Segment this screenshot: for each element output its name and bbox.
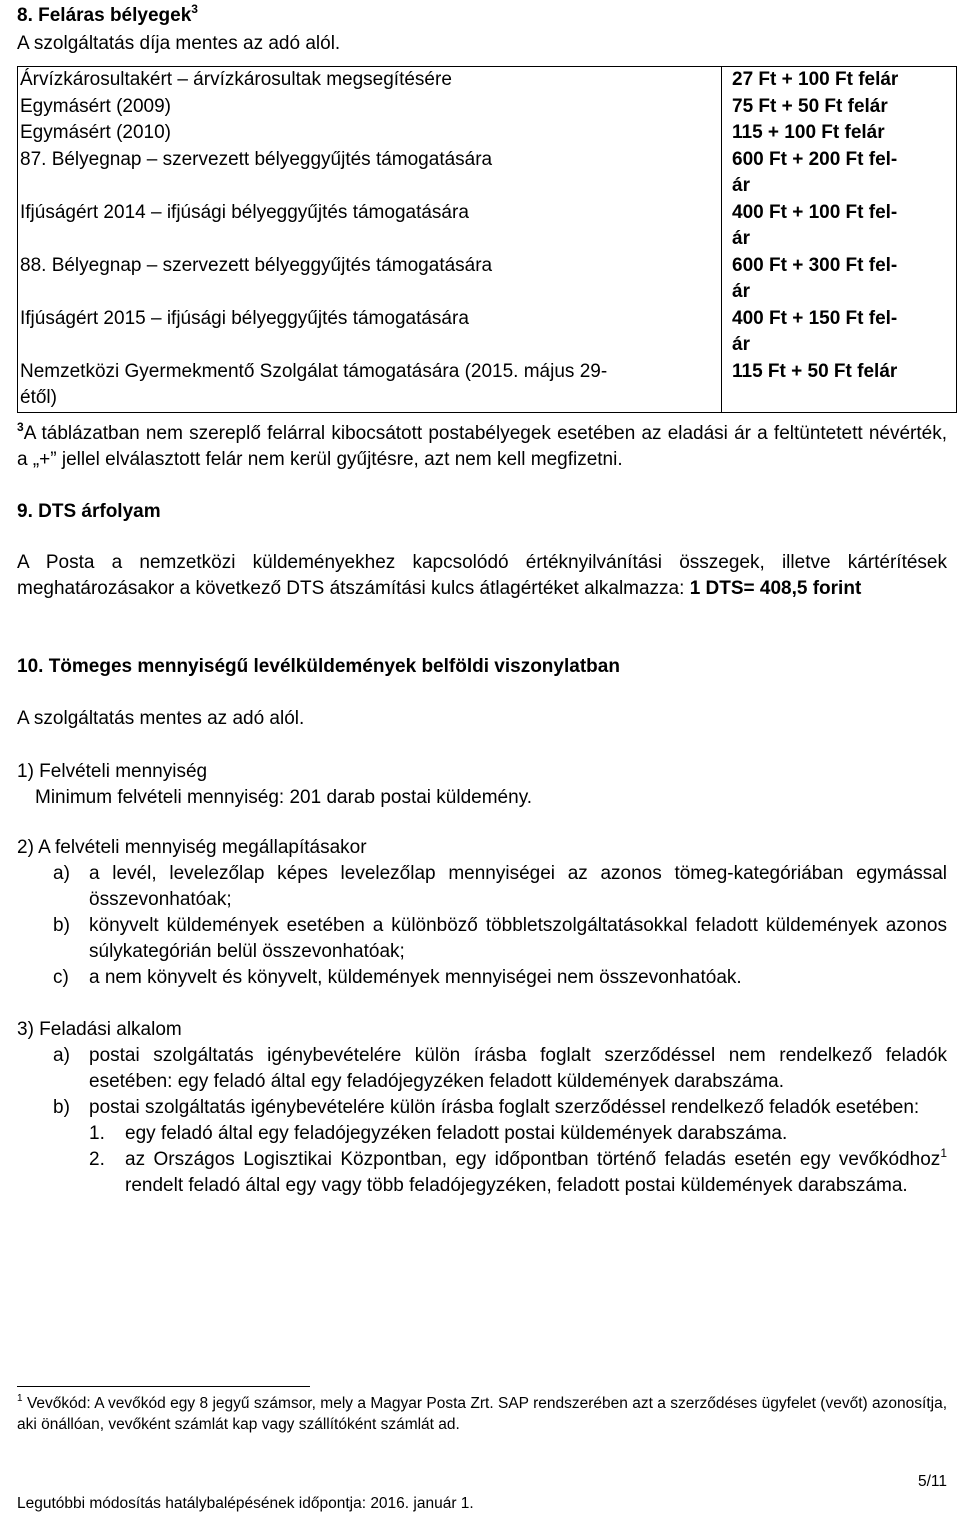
- surcharge-stamp-table: [17, 66, 957, 413]
- stamp-name: Egymásért (2010): [20, 122, 172, 143]
- subsection-1-title: 1) Felvételi mennyiség: [17, 761, 208, 782]
- footnote-ref-3: 3: [191, 2, 198, 16]
- subsection-2-title: 2) A felvételi mennyiség megállapításakor: [17, 837, 367, 858]
- footnote-divider: [17, 1386, 310, 1387]
- table-row: [18, 94, 957, 121]
- stamp-name: Ifjúságért 2015 – ifjúsági bélyeggyűjtés támogatására: [20, 307, 469, 329]
- list-item: b) postai szolgáltatás igénybevételére külön írásba foglalt szerződéssel rendelkező feladók esetében:: [53, 1097, 920, 1118]
- stamp-price: 400 Ft + 100 Ft fel- ár: [722, 200, 957, 253]
- stamp-name: Egymásért (2009): [20, 95, 172, 117]
- stamp-price: 600 Ft + 200 Ft fel- ár: [722, 147, 957, 200]
- stamp-name: Ifjúságért 2014 – ifjúsági bélyeggyűjtés támogatására: [20, 201, 469, 223]
- list-item: b) könyvelt küldemények esetében a különböző többletszolgáltatásokkal feladott küldemények azonos súlykategórián belül összevonhatóak;: [53, 915, 947, 962]
- subsection-2-list: [17, 861, 947, 991]
- stamp-name: 87. Bélyegnap – szervezett bélyeggyűjtés támogatására: [20, 148, 493, 170]
- footnote-ref-1: 1: [940, 1146, 947, 1160]
- subsection-3-title: 3) Feladási alkalom: [17, 1019, 182, 1040]
- table-row: [18, 359, 957, 413]
- footnote-1: $^1$ Vevőkód: A vevőkód egy 8 jegyű számsor, mely a Magyar Posta Zrt. SAP rendszerében azt a szerződéses ügyfelet (vevőt) azonosítja, aki önállóan, vevőként számlát kap vagy szállítóként számlát ad.: [17, 1393, 948, 1433]
- section-8-heading: 8. Feláras bélyegek$^3$: [17, 2, 198, 26]
- stamp-price: 115 + 100 Ft felár: [722, 120, 957, 147]
- table-row: [18, 120, 957, 147]
- dts-rate-value: 1 DTS= 408,5 forint: [689, 578, 862, 599]
- stamp-price: 400 Ft + 150 Ft fel- ár: [722, 306, 957, 359]
- table-row: [18, 306, 957, 359]
- section-10-exempt-text: A szolgáltatás mentes az adó alól.: [17, 708, 305, 729]
- page-footer: Legutóbbi módosítás hatálybalépésének időpontja: 2016. január 1.: [17, 1495, 474, 1512]
- stamp-price: 600 Ft + 300 Ft fel- ár: [722, 253, 957, 306]
- subsection-1-text: Minimum felvételi mennyiség: 201 darab postai küldemény.: [35, 787, 533, 808]
- stamp-price: 27 Ft + 100 Ft felár: [722, 67, 957, 94]
- dts-rate-paragraph: A Posta a nemzetközi küldeményekhez kapcsolódó értéknyilvánítási összegek, illetve kártérítések meghatározásakor a következő DTS átszámítási kulcs átlagértéket alkalmazza: 1 DTS= 408,5 forint: [17, 552, 947, 599]
- list-item: a) a levél, levelezőlap képes levelezőlap mennyiségei az azonos tömeg-kategóriában egymással összevonhatóak;: [53, 863, 947, 910]
- table-row: [18, 67, 957, 94]
- stamp-price: 75 Ft + 50 Ft felár: [722, 94, 957, 121]
- stamp-name: Árvízkárosultakért – árvízkárosultak megsegítésére: [20, 69, 452, 90]
- section-9-heading: 9. DTS árfolyam: [17, 501, 161, 522]
- footnote-3: $^3$A táblázatban nem szereplő felárral kibocsátott postabélyegek esetében az eladási ár a feltüntetett névérték, a „+” jellel elválasztott felár nem kerül gyűjtésre, azt nem kell megfizetni.: [17, 420, 947, 470]
- list-item: c) a nem könyvelt és könyvelt, küldemények mennyiségei nem összevonhatóak.: [53, 967, 742, 988]
- footnote-mark: 1: [17, 1393, 23, 1404]
- page-number: 5/11: [917, 1473, 947, 1490]
- list-subitem: 2. az Országos Logisztikai Központban, egy időpontban történő feladás esetén egy vevőkódhoz$^1$ rendelt feladó által egy vagy több feladójegyzéken, feladott postai küldemények darabszáma.: [89, 1146, 947, 1196]
- list-subitem: 1. egy feladó által egy feladójegyzéken feladott postai küldemények darabszáma.: [89, 1123, 788, 1144]
- section-8-exempt-text: A szolgáltatás díja mentes az adó alól.: [17, 33, 341, 54]
- table-row: [18, 200, 957, 253]
- footnote-mark: 3: [17, 420, 24, 434]
- stamp-name: 88. Bélyegnap – szervezett bélyeggyűjtés támogatására: [20, 254, 493, 276]
- table-row: [18, 147, 957, 200]
- list-item: a) postai szolgáltatás igénybevételére külön írásba foglalt szerződéssel nem rendelkező feladók esetében: egy feladó által egy feladójegyzéken feladott küldemények darabszáma.: [53, 1045, 947, 1092]
- subsection-3-list: [17, 1043, 947, 1199]
- section-10-heading: 10. Tömeges mennyiségű levélküldemények belföldi viszonylatban: [17, 656, 620, 677]
- table-row: [18, 253, 957, 306]
- stamp-price: 115 Ft + 50 Ft felár: [722, 359, 957, 413]
- stamp-name: Nemzetközi Gyermekmentő Szolgálat támogatására (2015. május 29- étől): [20, 360, 608, 408]
